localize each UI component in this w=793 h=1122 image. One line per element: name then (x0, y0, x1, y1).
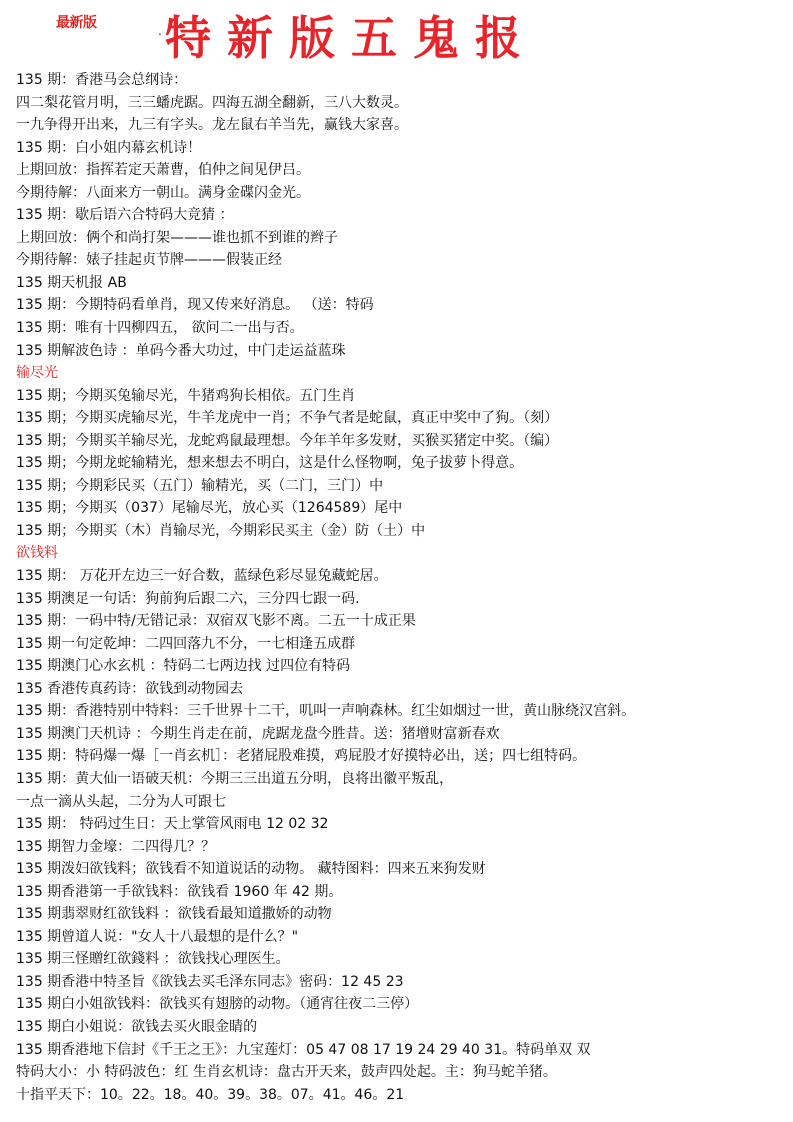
text-line: 上期回放：俩个和尚打架———谁也抓不到谁的辫子 (16, 229, 338, 246)
text-line: 135 期；今期买羊输尽光，龙蛇鸡鼠最理想。今年羊年多发财，买猴买猪定中奖。（编） (16, 432, 559, 449)
text-line: 135 期天机报 AB (16, 274, 127, 291)
text-line: 135 期；今期买虎输尽光，牛羊龙虎中一肖；不争气者是蛇鼠，真正中奖中了狗。（刻） (16, 410, 559, 427)
text-line: 135 期；今期买兔输尽光，牛猪鸡狗长相依。五门生肖 (16, 387, 356, 404)
text-line: 135 期：香港马会总纲诗： (16, 72, 188, 88)
text-line: 今期待解：八面来方一朝山。满身金碟闪金光。 (16, 184, 310, 201)
text-line: 135 期翡翠财红欲钱料 ：欲钱看最知道撒娇的动物 (16, 906, 332, 923)
text-line: 135 期澳门天机诗 ：今期生肖走在前，虎踞龙盘今胜昔。送：猪增财富新春欢 (16, 725, 500, 742)
text-line: 135 期；今期买（木）肖输尽光，今期彩民买主（金）防（土）中 (16, 522, 426, 539)
text-line: 一点一滴从头起，二分为人可跟七 (16, 793, 226, 810)
text-line: 135 期：黄大仙一语破天机：今期三三出道五分明，良将出徽平叛乱， (16, 770, 454, 787)
text-line: 135 期澳门心水玄机 ：特码二七两边找 过四位有特码 (16, 658, 351, 675)
page-title: 特新版五鬼报 (165, 11, 537, 65)
text-line: 135 期：特码爆一爆［一肖玄机］：老猪屁股难摸，鸡屁股才好摸特必出，送；四七组特码。 (16, 748, 587, 765)
text-line: 135 期三怪贈红欲錢料 ：欲钱找心理医生。 (16, 951, 290, 968)
text-line: 135 期香港第一手欲钱料：欲钱看 1960 年 42 期。 (16, 883, 343, 900)
text-line: 特码大小：小 特码波色：红 生肖玄机诗：盘古开天来，鼓声四处起。主：狗马蛇羊猪。 (16, 1064, 557, 1081)
text-line: 135 期：香港特别中特料：三千世界十二干，叽叫一声响森林。红尘如烟过一世，黄山脉绕汉宫斜。 (16, 703, 636, 720)
text-line: 135 期；今期龙蛇输精光，想来想去不明白，这是什么怪物啊，兔子拔萝卜得意。 (16, 455, 524, 472)
text-line: 135 期；今期彩民买（五门）输精光，买（二门，三门）中 (16, 477, 384, 494)
text-line: 135 期：白小姐内幕玄机诗！ (16, 139, 202, 156)
text-line: 135 期智力金壕：二四得几？？ (16, 838, 216, 855)
section-heading: 输尽光 (16, 365, 58, 382)
text-line: 四二梨花管月明，三三蟠虎踞。四海五湖全翻新，三八大数灵。 (16, 94, 408, 111)
text-line: 十指平天下：10。22。18。40。39。38。07。41。46。21 (16, 1086, 405, 1103)
text-line: 135 期澳足一句话：狗前狗后跟二六，三分四七跟一码. (16, 590, 360, 607)
text-line: 135 期： 万花开左边三一好合数，蓝绿色彩尽显兔藏蛇居。 (16, 568, 388, 585)
text-line: 135 期解波色诗 ：单码今番大功过，中门走运益蓝珠 (16, 342, 346, 359)
text-line: 135 期：歇后语六合特码大竞猜 ： (16, 207, 234, 224)
text-line: 一九争得开出来，九三有字头。龙左鼠右羊当先，赢钱大家喜。 (16, 117, 408, 134)
text-line: 135 香港传真药诗：欲钱到动物园去 (16, 680, 244, 697)
text-line: 135 期；今期买（037）尾输尽光，放心买（1264589）尾中 (16, 500, 403, 517)
document-body (16, 69, 786, 1106)
section-heading: 欲钱料 (16, 545, 58, 562)
text-line: 135 期：一码中特/无错记录：双宿双飞影不离。二五一十成正果 (16, 613, 416, 630)
text-line: 上期回放：指挥若定天萧曹，伯仲之间见伊吕。 (16, 162, 310, 179)
text-line: 135 期香港中特圣旨《欲钱去买毛泽东同志》密码：12 45 23 (16, 973, 404, 990)
text-line: 135 期香港地下信封《千王之王》：九宝莲灯：05 47 08 17 19 24 29 40 31。特码单双 双 (16, 1041, 591, 1058)
text-line: 135 期曾道人说："女人十八最想的是什么？" (16, 928, 299, 945)
text-line: 135 期白小姐欲钱料：欲钱买有翅膀的动物。（通宵往夜二三停） (16, 996, 419, 1013)
text-line: 135 期一句定乾坤：二四回落九不分，一七相逢五成群 (16, 635, 356, 652)
text-line: 135 期：今期特码看单肖，现又传来好消息。 （送：特码 (16, 297, 374, 314)
text-line: 135 期：唯有十四柳四五， 欲问二一出与否。 (16, 320, 304, 337)
text-line: 135 期泼妇欲钱料；欲钱看不知道说话的动物。 藏特图料：四来五来狗发财 (16, 861, 486, 878)
text-line: 今期待解：婊子挂起贞节牌———假装正经 (16, 252, 282, 269)
text-line: 135 期： 特码过生日：天上掌管风雨电 12 02 32 (16, 816, 329, 833)
text-line: 135 期白小姐说：欲钱去买火眼金睛的 (16, 1018, 258, 1035)
latest-version-badge: 最新版 (56, 15, 97, 31)
decorative-dot: . (158, 24, 162, 38)
